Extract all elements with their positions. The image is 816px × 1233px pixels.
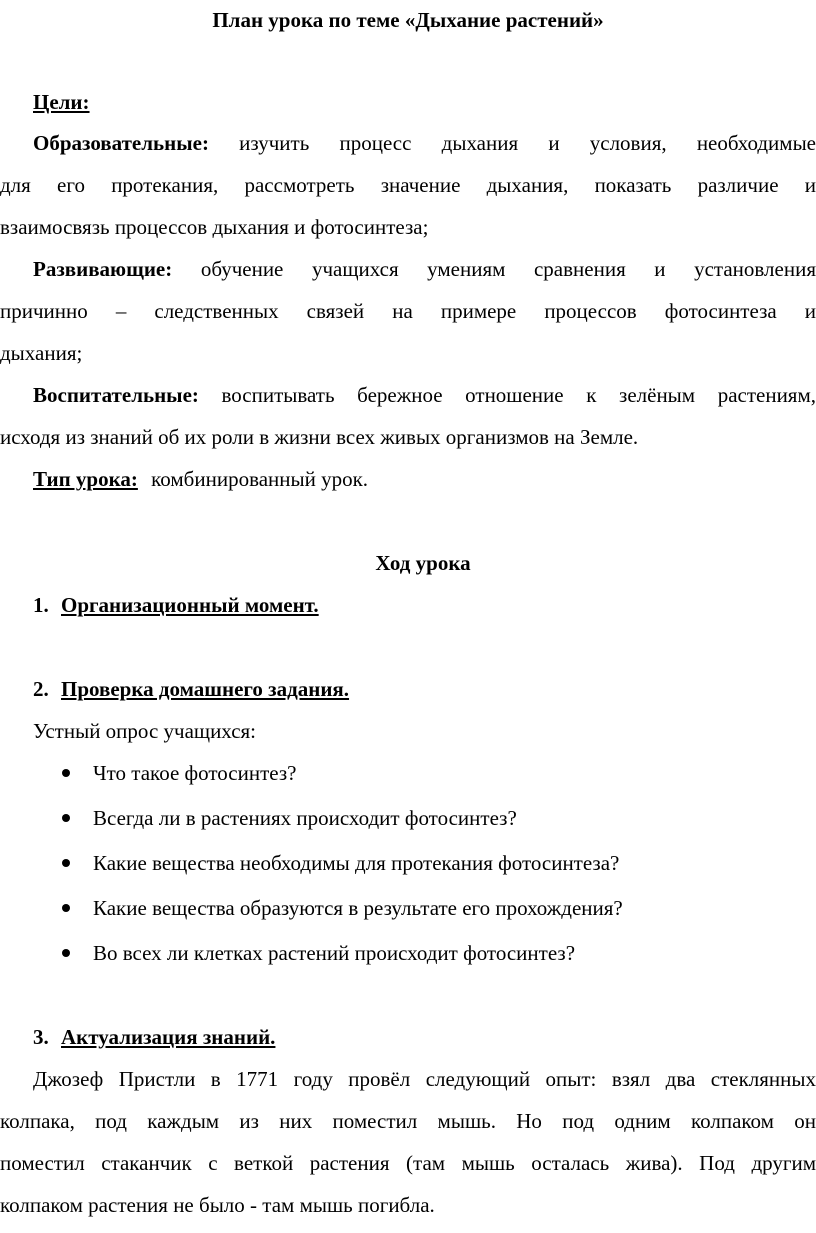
educational-label: Образовательные:: [33, 131, 209, 155]
question-text: Какие вещества образуются в результате его прохождения?: [93, 896, 623, 920]
section-3-title: Актуализация знаний.: [61, 1025, 276, 1049]
goals-heading: Цели:: [33, 90, 90, 114]
upbringing-label: Воспитательные:: [33, 383, 199, 407]
upbringing-goals-line-2: исходя из знаний об их роли в жизни всех живых организмов на Земле.: [0, 425, 639, 449]
priestley-text-line-3: поместил стаканчик с веткой растения (там мышь осталась жива). Под другим: [0, 1151, 816, 1175]
question-text: Что такое фотосинтез?: [93, 761, 297, 785]
developmental-text-1: обучение учащихся умениям сравнения и установления: [200, 257, 816, 281]
priestley-text-line-4: колпаком растения не было - там мышь погибла.: [0, 1193, 435, 1217]
bullet-icon: [62, 814, 70, 822]
lesson-type-value: комбинированный урок.: [151, 467, 369, 491]
section-3-number: 3.: [33, 1025, 49, 1049]
lesson-type-label: Тип урока:: [33, 467, 138, 491]
section-3-heading: [33, 1023, 275, 1051]
course-heading: Ход урока: [375, 551, 471, 575]
educational-goals-line-1: [33, 129, 816, 157]
section-2-heading: [33, 675, 349, 703]
section-2-title: Проверка домашнего задания.: [61, 677, 350, 701]
priestley-text-line-2: колпака, под каждым из них поместил мышь. Но под одним колпаком он: [0, 1109, 816, 1133]
document-title: План урока по теме «Дыхание растений»: [212, 8, 604, 32]
bullet-icon: [62, 769, 70, 777]
section-2-number: 2.: [33, 677, 49, 701]
bullet-icon: [62, 949, 70, 957]
section-1-title: Организационный момент.: [61, 593, 319, 617]
oral-survey-intro: Устный опрос учащихся:: [33, 719, 257, 743]
question-text: Какие вещества необходимы для протекания фотосинтеза?: [93, 851, 620, 875]
developmental-goals-line-1: [33, 255, 816, 283]
section-1-heading: [33, 591, 319, 619]
educational-text-1: изучить процесс дыхания и условия, необходимые: [239, 131, 816, 155]
section-1-number: 1.: [33, 593, 49, 617]
question-text: Во всех ли клетках растений происходит фотосинтез?: [93, 941, 576, 965]
bullet-icon: [62, 904, 70, 912]
priestley-text-line-1: Джозеф Пристли в 1771 году провёл следующий опыт: взял два стеклянных: [33, 1067, 816, 1091]
lesson-type-line: [33, 465, 368, 493]
upbringing-text-1: воспитывать бережное отношение к зелёным растениям,: [221, 383, 816, 407]
developmental-goals-line-3: дыхания;: [0, 341, 83, 365]
developmental-goals-line-2: причинно – следственных связей на примере процессов фотосинтеза и: [0, 299, 816, 323]
educational-goals-line-2: для его протекания, рассмотреть значение дыхания, показать различие и: [0, 173, 816, 197]
developmental-label: Развивающие:: [33, 257, 173, 281]
question-text: Всегда ли в растениях происходит фотосинтез?: [93, 806, 517, 830]
educational-goals-line-3: взаимосвязь процессов дыхания и фотосинтеза;: [0, 215, 429, 239]
bullet-icon: [62, 859, 70, 867]
upbringing-goals-line-1: [33, 381, 816, 409]
